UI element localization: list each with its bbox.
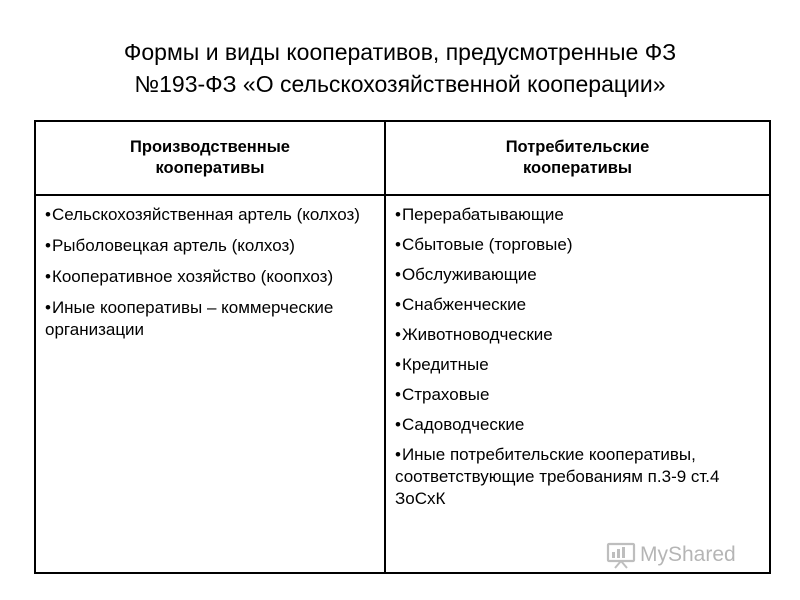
consumer-list [395,204,761,510]
bullet-glyph: • [395,265,401,284]
header-production [36,122,386,196]
header-production-line-1: Производственные [130,138,290,156]
presentation-board-icon [606,541,636,569]
title-line-1: Формы и виды кооперативов, предусмотренные ФЗ [123,39,677,65]
title-line-2: №193-ФЗ «О сельскохозяйственной кооперации» [134,71,666,97]
list-item [395,444,761,510]
page-title [40,36,760,100]
list-item-text: Сбытовые (торговые) [401,235,573,254]
bullet-glyph: • [395,385,401,404]
bullet-glyph: • [395,415,401,434]
bullet-glyph: • [45,205,51,224]
list-item-text: Иные потребительские кооперативы, соответствующие требованиям п.3-9 ст.4 ЗоСхК [395,445,720,508]
bullet-glyph: • [45,236,51,255]
bullet-glyph: • [395,295,401,314]
header-consumer-line-1: Потребительские [505,138,650,156]
list-item [395,384,761,406]
watermark [606,540,766,570]
list-item [45,235,376,257]
list-item-text: Сельскохозяйственная артель (колхоз) [51,205,360,224]
list-item-text: Садоводческие [401,415,525,434]
list-item [45,297,376,341]
watermark-text: MyShared [640,543,736,566]
list-item-text: Кредитные [401,355,489,374]
list-item [395,324,761,346]
cooperatives-table [34,120,771,574]
bullet-glyph: • [45,298,51,317]
consumer-cell [386,196,769,572]
list-item [395,354,761,376]
list-item-text: Обслуживающие [401,265,537,284]
production-cell [36,196,386,572]
bullet-glyph: • [395,205,401,224]
list-item [45,204,376,226]
bullet-glyph: • [395,445,401,464]
bullet-glyph: • [395,325,401,344]
bullet-glyph: • [45,267,51,286]
list-item-text: Рыболовецкая артель (колхоз) [51,236,295,255]
list-item [395,204,761,226]
list-item [395,234,761,256]
list-item-text: Кооперативное хозяйство (коопхоз) [51,267,334,286]
list-item-text: Перерабатывающие [401,205,564,224]
list-item-text: Страховые [401,385,490,404]
header-production-line-2: кооперативы [155,159,265,177]
list-item [395,414,761,436]
header-consumer [386,122,769,196]
list-item [45,266,376,288]
bullet-glyph: • [395,355,401,374]
header-consumer-line-2: кооперативы [522,159,633,177]
list-item-text: Иные кооперативы – коммерческие организации [45,298,334,339]
production-list [45,204,376,341]
bullet-glyph: • [395,235,401,254]
list-item [395,294,761,316]
list-item-text: Животноводческие [401,325,553,344]
list-item [395,264,761,286]
list-item-text: Снабженческие [401,295,527,314]
